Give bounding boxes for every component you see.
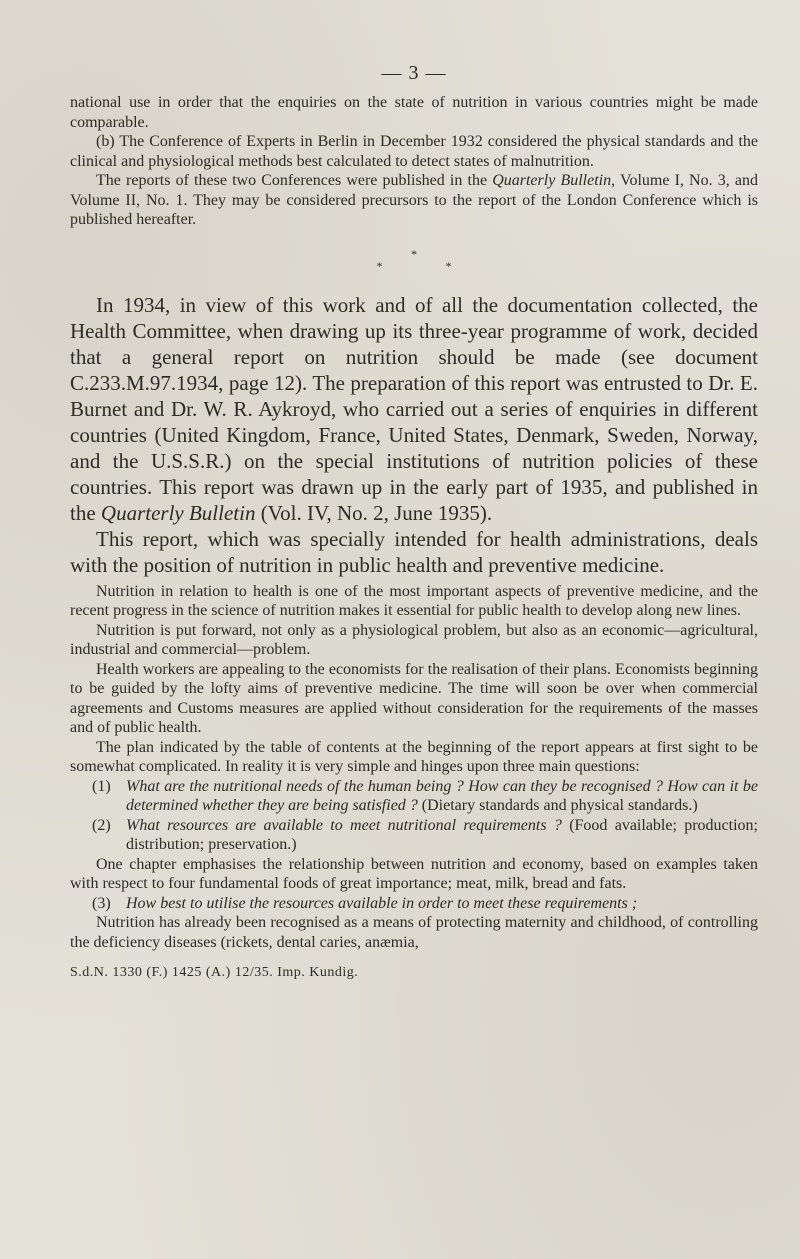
- chapter-paragraph: One chapter emphasises the relationship between nutrition and economy, based on examples taken with respect to four fundamental foods of great importance; meat, milk, bread and fats.: [70, 855, 758, 892]
- relation-paragraph: Nutrition in relation to health is one of the most important aspects of preventive medicine, and the recent progress in the science of nutrition makes it essential for public health to develop along new lines.: [70, 582, 758, 619]
- paragraph-1934-journal: Quarterly Bulletin: [100, 500, 256, 525]
- question-1-number: (1): [92, 777, 111, 795]
- question-3-number: (3): [92, 894, 111, 912]
- item-b-paragraph: (b) The Conference of Experts in Berlin in December 1932 considered the physical standards and the clinical and physiological methods best calculated to detect states of malnutrition.: [70, 133, 758, 170]
- reports-text-b: Volume I, No. 3, and Volume II, No. 1. They may be considered precursors to the report of the London Conference which is published hereafter.: [70, 172, 759, 228]
- health-workers-paragraph: Health workers are appealing to the economists for the realisation of their plans. Economists beginning to be guided by the lofty aims of preventive medicine. The time will soon be over when commercial agreements and Customs measures are applied without consideration for the requirements of the masses and of public health.: [70, 660, 758, 736]
- question-3-italic: How best to utilise the resources available in order to meet these requirements ;: [126, 894, 638, 912]
- separator-star-top: *: [411, 246, 417, 261]
- section-separator: [70, 248, 758, 272]
- conference-reports-paragraph: [70, 171, 758, 230]
- report-paragraph: This report, which was specially intended for health administrations, deals with the position of nutrition in public health and preventive medicine.: [70, 526, 758, 577]
- reports-text-a: The reports of these two Conferences were published in the: [96, 172, 493, 189]
- paragraph-1934-end: (Vol. IV, No. 2, June 1935).: [255, 500, 493, 525]
- question-1-plain: (Dietary standards and physical standards.): [417, 797, 698, 814]
- question-2-italic: What resources are available to meet nutritional requirements ?: [126, 816, 562, 834]
- question-1: [70, 777, 758, 816]
- question-3: [70, 894, 758, 914]
- continuation-paragraph: national use in order that the enquiries on the state of nutrition in various countries might be made comparable.: [70, 94, 758, 131]
- question-1-italic: What are the nutritional needs of the human being ? How can they be recognised ? How can it be determined whether they are being satisfied ?: [126, 777, 758, 814]
- printer-imprint: S.d.N. 1330 (F.) 1425 (A.) 12/35. Imp. Kundig.: [70, 965, 359, 980]
- question-2: [70, 816, 758, 855]
- page-number: — 3 —: [381, 62, 447, 84]
- question-2-plain: (Food available; production; distribution; preservation.): [126, 816, 758, 853]
- paragraph-1934: [70, 292, 758, 526]
- separator-stars-bottom: * *: [376, 258, 482, 273]
- reports-journal-title: Quarterly Bulletin,: [492, 172, 616, 189]
- paragraph-1934-text: In 1934, in view of this work and of all the documentation collected, the Health Committee, when drawing up its three-year programme of work, decided that a general report on nutrition should be made (see document C.233.M.97.1934, page 12). The preparation of this report was entrusted to Dr. E. Burnet and Dr. W. R. Aykroyd, who carried out a series of enquiries in different countries (United Kingdom, France, United States, Denmark, Sweden, Norway, and the U.S.S.R.) on the special institutions of nutrition policies of these countries. This report was drawn up in the early part of 1935, and published in the: [70, 292, 758, 525]
- question-2-number: (2): [92, 816, 111, 834]
- maternity-paragraph: Nutrition has already been recognised as a means of protecting maternity and childhood, of controlling the deficiency diseases (rickets, dental caries, anæmia,: [70, 914, 758, 951]
- economic-paragraph: Nutrition is put forward, not only as a physiological problem, but also as an economic—agricultural, industrial and commercial—problem.: [70, 621, 758, 658]
- plan-paragraph: The plan indicated by the table of contents at the beginning of the report appears at first sight to be somewhat complicated. In reality it is very simple and hinges upon three main questions:: [70, 738, 758, 775]
